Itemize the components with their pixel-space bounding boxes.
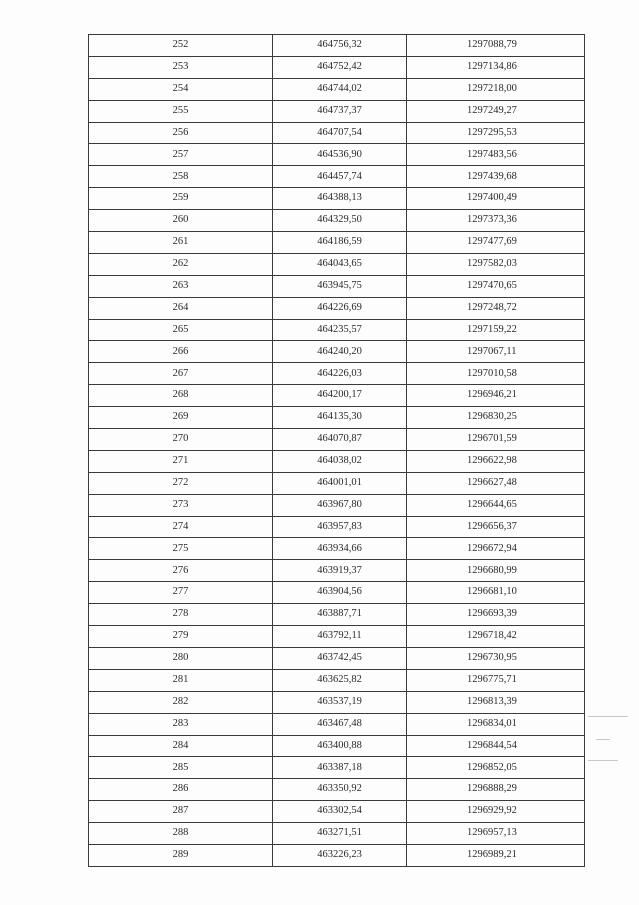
x-coordinate-cell: 463537,19 (273, 691, 407, 713)
y-coordinate-cell: 1297088,79 (407, 35, 585, 57)
coordinates-table (88, 34, 585, 867)
point-number-cell: 260 (89, 210, 273, 232)
table-row (89, 385, 585, 407)
table-row (89, 275, 585, 297)
y-coordinate-cell: 1296718,42 (407, 626, 585, 648)
y-coordinate-cell: 1297248,72 (407, 297, 585, 319)
x-coordinate-cell: 463302,54 (273, 801, 407, 823)
x-coordinate-cell: 463957,83 (273, 516, 407, 538)
point-number-cell: 274 (89, 516, 273, 538)
table-row (89, 56, 585, 78)
y-coordinate-cell: 1296627,48 (407, 472, 585, 494)
point-number-cell: 261 (89, 232, 273, 254)
y-coordinate-cell: 1297134,86 (407, 56, 585, 78)
point-number-cell: 279 (89, 626, 273, 648)
x-coordinate-cell: 463792,11 (273, 626, 407, 648)
table-row (89, 779, 585, 801)
y-coordinate-cell: 1296701,59 (407, 429, 585, 451)
scan-artifact (588, 716, 628, 717)
y-coordinate-cell: 1296730,95 (407, 647, 585, 669)
table-row (89, 713, 585, 735)
y-coordinate-cell: 1297067,11 (407, 341, 585, 363)
y-coordinate-cell: 1296775,71 (407, 669, 585, 691)
x-coordinate-cell: 464707,54 (273, 122, 407, 144)
y-coordinate-cell: 1297477,69 (407, 232, 585, 254)
point-number-cell: 285 (89, 757, 273, 779)
y-coordinate-cell: 1297218,00 (407, 78, 585, 100)
x-coordinate-cell: 463742,45 (273, 647, 407, 669)
x-coordinate-cell: 464038,02 (273, 450, 407, 472)
point-number-cell: 277 (89, 582, 273, 604)
x-coordinate-cell: 464043,65 (273, 253, 407, 275)
y-coordinate-cell: 1297582,03 (407, 253, 585, 275)
table-row (89, 844, 585, 866)
table-row (89, 604, 585, 626)
point-number-cell: 255 (89, 100, 273, 122)
y-coordinate-cell: 1296830,25 (407, 407, 585, 429)
y-coordinate-cell: 1297010,58 (407, 363, 585, 385)
table-row (89, 144, 585, 166)
point-number-cell: 273 (89, 494, 273, 516)
table-row (89, 626, 585, 648)
y-coordinate-cell: 1297373,36 (407, 210, 585, 232)
table-row (89, 100, 585, 122)
x-coordinate-cell: 464186,59 (273, 232, 407, 254)
x-coordinate-cell: 464226,69 (273, 297, 407, 319)
y-coordinate-cell: 1296929,92 (407, 801, 585, 823)
table-row (89, 560, 585, 582)
table-row (89, 78, 585, 100)
y-coordinate-cell: 1297470,65 (407, 275, 585, 297)
x-coordinate-cell: 463400,88 (273, 735, 407, 757)
point-number-cell: 253 (89, 56, 273, 78)
x-coordinate-cell: 464240,20 (273, 341, 407, 363)
y-coordinate-cell: 1296672,94 (407, 538, 585, 560)
table-row (89, 669, 585, 691)
y-coordinate-cell: 1297159,22 (407, 319, 585, 341)
x-coordinate-cell: 464070,87 (273, 429, 407, 451)
y-coordinate-cell: 1296852,05 (407, 757, 585, 779)
table-row (89, 735, 585, 757)
y-coordinate-cell: 1296834,01 (407, 713, 585, 735)
x-coordinate-cell: 463625,82 (273, 669, 407, 691)
y-coordinate-cell: 1296681,10 (407, 582, 585, 604)
point-number-cell: 268 (89, 385, 273, 407)
x-coordinate-cell: 464536,90 (273, 144, 407, 166)
point-number-cell: 259 (89, 188, 273, 210)
table-row (89, 188, 585, 210)
x-coordinate-cell: 463934,66 (273, 538, 407, 560)
y-coordinate-cell: 1296693,39 (407, 604, 585, 626)
table-row (89, 516, 585, 538)
point-number-cell: 271 (89, 450, 273, 472)
x-coordinate-cell: 463226,23 (273, 844, 407, 866)
point-number-cell: 278 (89, 604, 273, 626)
point-number-cell: 287 (89, 801, 273, 823)
x-coordinate-cell: 464752,42 (273, 56, 407, 78)
point-number-cell: 258 (89, 166, 273, 188)
x-coordinate-cell: 464329,50 (273, 210, 407, 232)
y-coordinate-cell: 1296946,21 (407, 385, 585, 407)
y-coordinate-cell: 1297439,68 (407, 166, 585, 188)
table-row (89, 494, 585, 516)
x-coordinate-cell: 463387,18 (273, 757, 407, 779)
point-number-cell: 264 (89, 297, 273, 319)
point-number-cell: 272 (89, 472, 273, 494)
x-coordinate-cell: 464737,37 (273, 100, 407, 122)
table-row (89, 232, 585, 254)
y-coordinate-cell: 1296680,99 (407, 560, 585, 582)
point-number-cell: 257 (89, 144, 273, 166)
scan-artifact (596, 739, 610, 740)
x-coordinate-cell: 464388,13 (273, 188, 407, 210)
x-coordinate-cell: 464457,74 (273, 166, 407, 188)
point-number-cell: 283 (89, 713, 273, 735)
point-number-cell: 262 (89, 253, 273, 275)
table-row (89, 450, 585, 472)
point-number-cell: 275 (89, 538, 273, 560)
table-row (89, 757, 585, 779)
x-coordinate-cell: 464200,17 (273, 385, 407, 407)
x-coordinate-cell: 464001,01 (273, 472, 407, 494)
table-row (89, 210, 585, 232)
x-coordinate-cell: 464235,57 (273, 319, 407, 341)
table-row (89, 823, 585, 845)
y-coordinate-cell: 1297249,27 (407, 100, 585, 122)
table-row (89, 801, 585, 823)
coordinates-table-body (89, 35, 585, 867)
point-number-cell: 289 (89, 844, 273, 866)
table-row (89, 472, 585, 494)
point-number-cell: 267 (89, 363, 273, 385)
point-number-cell: 266 (89, 341, 273, 363)
y-coordinate-cell: 1296957,13 (407, 823, 585, 845)
y-coordinate-cell: 1296656,37 (407, 516, 585, 538)
point-number-cell: 265 (89, 319, 273, 341)
point-number-cell: 282 (89, 691, 273, 713)
y-coordinate-cell: 1296644,65 (407, 494, 585, 516)
x-coordinate-cell: 463467,48 (273, 713, 407, 735)
table-row (89, 691, 585, 713)
x-coordinate-cell: 463887,71 (273, 604, 407, 626)
point-number-cell: 281 (89, 669, 273, 691)
point-number-cell: 263 (89, 275, 273, 297)
y-coordinate-cell: 1297295,53 (407, 122, 585, 144)
scan-artifact (588, 760, 618, 761)
y-coordinate-cell: 1296989,21 (407, 844, 585, 866)
table-row (89, 166, 585, 188)
x-coordinate-cell: 464226,03 (273, 363, 407, 385)
point-number-cell: 284 (89, 735, 273, 757)
y-coordinate-cell: 1297400,49 (407, 188, 585, 210)
x-coordinate-cell: 463350,92 (273, 779, 407, 801)
x-coordinate-cell: 464756,32 (273, 35, 407, 57)
table-row (89, 341, 585, 363)
table-row (89, 538, 585, 560)
table-row (89, 429, 585, 451)
y-coordinate-cell: 1296844,54 (407, 735, 585, 757)
table-row (89, 582, 585, 604)
table-row (89, 35, 585, 57)
point-number-cell: 280 (89, 647, 273, 669)
point-number-cell: 270 (89, 429, 273, 451)
y-coordinate-cell: 1297483,56 (407, 144, 585, 166)
point-number-cell: 254 (89, 78, 273, 100)
x-coordinate-cell: 464135,30 (273, 407, 407, 429)
point-number-cell: 276 (89, 560, 273, 582)
x-coordinate-cell: 463271,51 (273, 823, 407, 845)
y-coordinate-cell: 1296813,39 (407, 691, 585, 713)
table-row (89, 253, 585, 275)
y-coordinate-cell: 1296888,29 (407, 779, 585, 801)
table-row (89, 122, 585, 144)
point-number-cell: 252 (89, 35, 273, 57)
x-coordinate-cell: 463967,80 (273, 494, 407, 516)
table-row (89, 407, 585, 429)
x-coordinate-cell: 463919,37 (273, 560, 407, 582)
x-coordinate-cell: 464744,02 (273, 78, 407, 100)
point-number-cell: 286 (89, 779, 273, 801)
table-row (89, 647, 585, 669)
x-coordinate-cell: 463904,56 (273, 582, 407, 604)
x-coordinate-cell: 463945,75 (273, 275, 407, 297)
table-row (89, 363, 585, 385)
point-number-cell: 288 (89, 823, 273, 845)
table-row (89, 297, 585, 319)
point-number-cell: 269 (89, 407, 273, 429)
point-number-cell: 256 (89, 122, 273, 144)
y-coordinate-cell: 1296622,98 (407, 450, 585, 472)
table-row (89, 319, 585, 341)
